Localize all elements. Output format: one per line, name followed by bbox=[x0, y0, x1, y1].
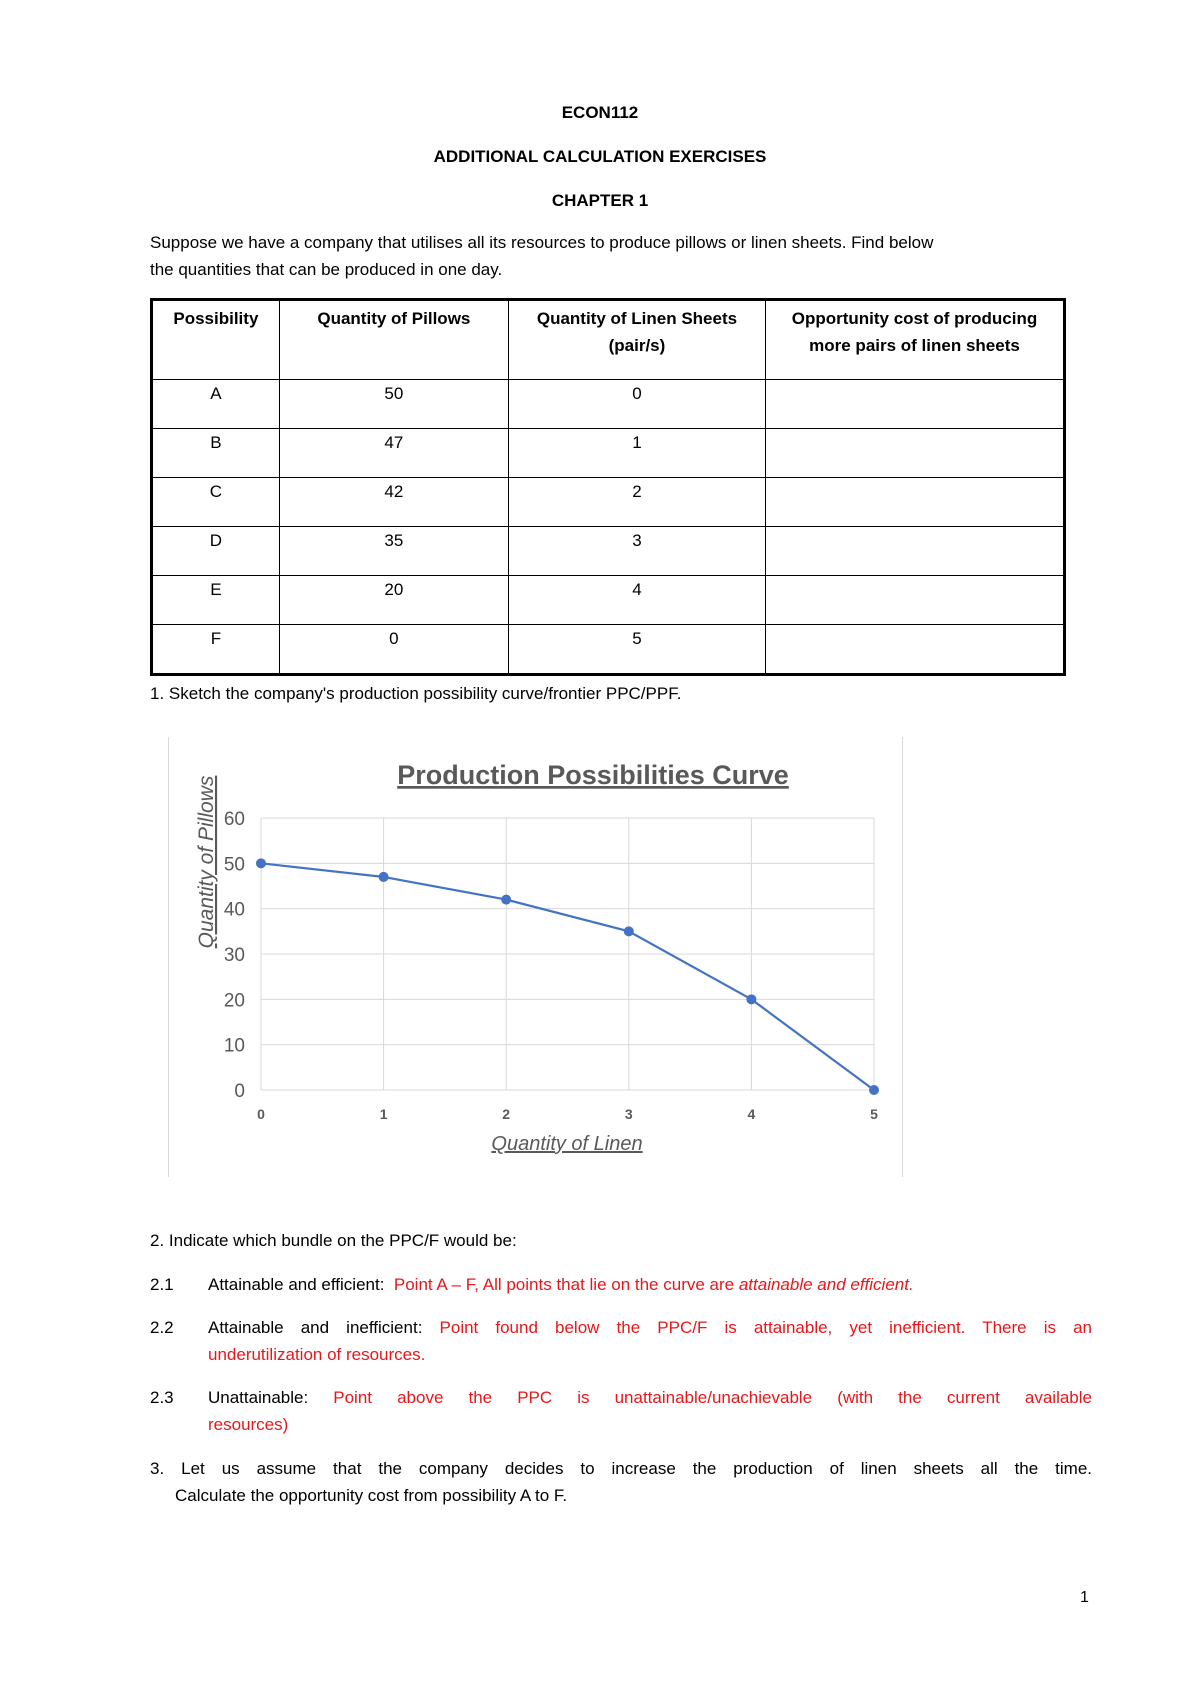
intro-line-1: Suppose we have a company that utilises all its resources to produce pillows or linen sheets. Find below bbox=[150, 233, 934, 252]
y-axis-label: Quantity of Pillows bbox=[195, 775, 218, 949]
question-1: 1. Sketch the company's production possibility curve/frontier PPC/PPF. bbox=[150, 684, 682, 703]
table-row bbox=[152, 380, 1065, 429]
intro-line-2: the quantities that can be produced in one day. bbox=[150, 260, 503, 279]
cell-opportunity-cost[interactable] bbox=[765, 380, 1064, 429]
table-row bbox=[152, 527, 1065, 576]
cell-linen: 2 bbox=[508, 478, 765, 527]
x-tick-label: 2 bbox=[502, 1106, 511, 1122]
y-tick-label: 0 bbox=[234, 1081, 245, 1102]
series-line bbox=[261, 863, 874, 1090]
cell-opportunity-cost[interactable] bbox=[765, 527, 1064, 576]
cell-possibility: E bbox=[152, 576, 280, 625]
cell-pillows: 35 bbox=[279, 527, 508, 576]
cell-pillows: 50 bbox=[279, 380, 508, 429]
item-answer: Point A – F, All points that lie on the curve are bbox=[393, 1275, 735, 1294]
cell-linen: 3 bbox=[508, 527, 765, 576]
cell-pillows: 42 bbox=[279, 478, 508, 527]
cell-pillows: 20 bbox=[279, 576, 508, 625]
data-point bbox=[256, 858, 266, 868]
item-number: 2.1 bbox=[150, 1275, 174, 1294]
y-tick-label: 60 bbox=[223, 809, 245, 830]
y-tick-label: 30 bbox=[223, 945, 245, 966]
x-axis-label: Quantity of Linen bbox=[491, 1133, 643, 1155]
x-tick-label: 1 bbox=[379, 1106, 388, 1122]
table-row bbox=[152, 576, 1065, 625]
table-row bbox=[152, 625, 1065, 675]
cell-opportunity-cost[interactable] bbox=[765, 576, 1064, 625]
header-pillows: Quantity of Pillows bbox=[279, 300, 508, 380]
x-tick-label: 4 bbox=[747, 1106, 756, 1122]
item-answer-continued: underutilization of resources. bbox=[208, 1345, 426, 1364]
item-number: 2.3 bbox=[150, 1388, 174, 1407]
x-tick-label: 3 bbox=[624, 1106, 633, 1122]
question-3-line-2: Calculate the opportunity cost from possibility A to F. bbox=[175, 1486, 568, 1505]
cell-possibility: B bbox=[152, 429, 280, 478]
chart-title: Production Possibilities Curve bbox=[397, 760, 789, 790]
intro-paragraph bbox=[150, 229, 1092, 283]
question-2-intro: 2. Indicate which bundle on the PPC/F would be: bbox=[150, 1231, 517, 1250]
cell-linen: 5 bbox=[508, 625, 765, 675]
y-tick-label: 40 bbox=[223, 899, 245, 921]
possibilities-table bbox=[150, 298, 1066, 676]
header-opportunity-cost: Opportunity cost of producing more pairs of linen sheets bbox=[765, 300, 1064, 380]
table-header-row bbox=[152, 300, 1065, 380]
ppc-chart-frame bbox=[168, 737, 903, 1177]
item-answer-italic: attainable and efficient. bbox=[738, 1275, 914, 1294]
cell-linen: 0 bbox=[508, 380, 765, 429]
y-tick-label: 20 bbox=[223, 990, 245, 1012]
cell-pillows: 0 bbox=[279, 625, 508, 675]
y-axis-ticks bbox=[224, 809, 245, 1102]
x-tick-label: 0 bbox=[257, 1106, 265, 1122]
chart-series bbox=[256, 858, 879, 1095]
x-tick-label: 5 bbox=[870, 1106, 878, 1122]
data-point bbox=[624, 926, 634, 936]
course-code: ECON112 bbox=[561, 103, 639, 122]
item-number: 2.2 bbox=[150, 1318, 174, 1337]
data-point bbox=[501, 895, 511, 905]
ppc-chart bbox=[169, 737, 902, 1177]
question-3 bbox=[150, 1455, 1092, 1509]
item-answer: Point found below the PPC/F is attainable, yet inefficient. There is an bbox=[439, 1318, 1092, 1337]
chart-gridlines bbox=[261, 818, 874, 1090]
cell-possibility: C bbox=[152, 478, 280, 527]
page-number: 1 bbox=[1080, 1589, 1089, 1606]
data-point bbox=[379, 872, 389, 882]
item-answer: Point above the PPC is unattainable/unachievable (with the current available bbox=[333, 1388, 1092, 1407]
question-3-line-1: 3. Let us assume that the company decides to increase the production of linen sheets all the time. bbox=[150, 1459, 1092, 1478]
item-label: Unattainable: bbox=[208, 1388, 309, 1407]
item-label: Attainable and efficient: bbox=[208, 1275, 385, 1294]
cell-possibility: F bbox=[152, 625, 280, 675]
y-tick-label: 50 bbox=[223, 854, 245, 876]
header-possibility: Possibility bbox=[152, 300, 280, 380]
y-tick-label: 10 bbox=[223, 1035, 245, 1057]
cell-possibility: A bbox=[152, 380, 280, 429]
data-point bbox=[869, 1085, 879, 1095]
item-answer-continued: resources) bbox=[208, 1415, 289, 1434]
document-title: ADDITIONAL CALCULATION EXERCISES bbox=[433, 147, 767, 166]
table-row bbox=[152, 429, 1065, 478]
cell-opportunity-cost[interactable] bbox=[765, 429, 1064, 478]
table-row bbox=[152, 478, 1065, 527]
cell-opportunity-cost[interactable] bbox=[765, 625, 1064, 675]
cell-possibility: D bbox=[152, 527, 280, 576]
chapter-heading: CHAPTER 1 bbox=[551, 191, 649, 210]
item-label: Attainable and inefficient: bbox=[208, 1318, 423, 1337]
cell-linen: 4 bbox=[508, 576, 765, 625]
header-linen: Quantity of Linen Sheets (pair/s) bbox=[508, 300, 765, 380]
data-point bbox=[746, 994, 756, 1004]
cell-pillows: 47 bbox=[279, 429, 508, 478]
cell-opportunity-cost[interactable] bbox=[765, 478, 1064, 527]
x-axis-ticks bbox=[257, 1106, 878, 1122]
cell-linen: 1 bbox=[508, 429, 765, 478]
